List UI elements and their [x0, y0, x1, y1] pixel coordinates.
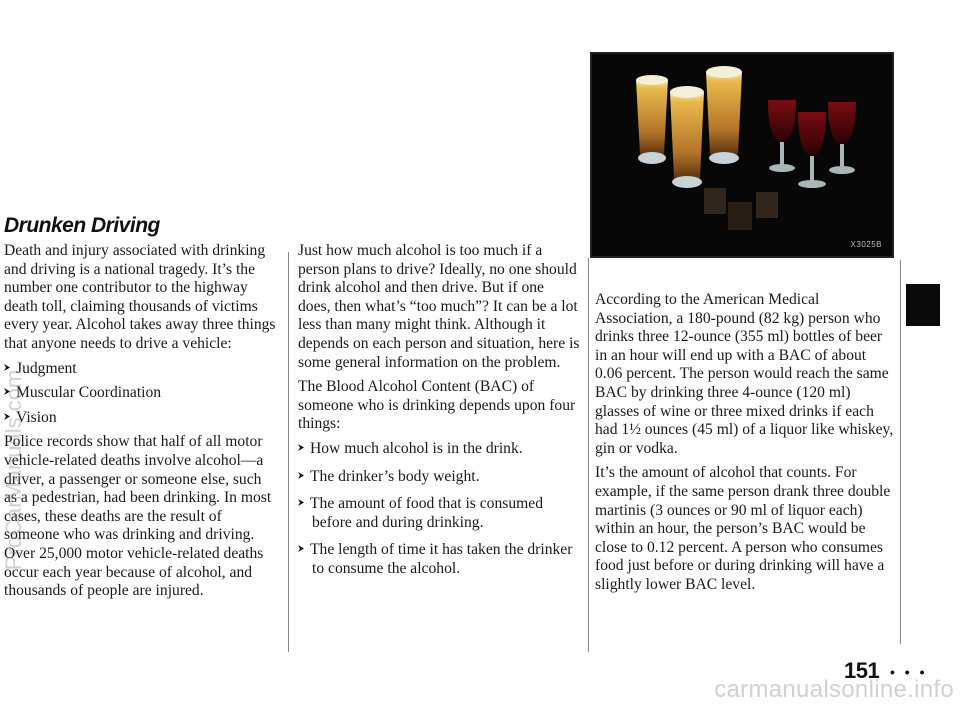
column-divider: [288, 252, 289, 652]
paragraph: Just how much alcohol is too much if a person plans to drive? Ideally, no one should drink alcohol and then drive. But if one does, then what’s “too much”? It can be a lot less than many might think. Although it depends on each person and situation, here is some general information on the problem.: [298, 242, 580, 371]
column-2: [298, 242, 580, 588]
section-heading: Drunken Driving: [4, 214, 160, 237]
column-3: [595, 291, 895, 601]
list-item-text: Vision: [16, 408, 57, 426]
beer-glass-icon: [670, 86, 704, 188]
drinks-photo: [590, 52, 894, 258]
arrow-bullet-icon: [298, 471, 307, 480]
list-item: [298, 440, 580, 459]
column-divider: [900, 260, 901, 644]
page-number-dots: • • •: [890, 664, 928, 680]
paragraph: According to the American Medical Association, a 180-pound (82 kg) person who drinks three 12-ounce (355 ml) bottles of beer in an hour will end up with a BAC of about 0.06 percent. The person would reach the same BAC by drinking three 4-ounce (120 ml) glasses of wine or three mixed drinks if each had 1½ ounces (45 ml) of a liquor like whiskey, gin or vodka.: [595, 291, 894, 457]
side-watermark: [0, 0, 28, 706]
list-item: [4, 360, 276, 379]
list-item: [298, 495, 580, 532]
side-watermark-text: ProCarManuals.com: [1, 369, 26, 571]
list-item: [298, 541, 580, 578]
list-item-text: The drinker’s body weight.: [310, 467, 480, 485]
list-item: [4, 384, 276, 403]
bottom-watermark: carmanualsonline.info: [714, 676, 954, 703]
list-item: [298, 468, 580, 487]
column-1: [4, 242, 276, 607]
bac-factors-list: [298, 440, 580, 579]
arrow-bullet-icon: [298, 498, 307, 507]
beer-glass-icon: [706, 66, 742, 164]
paragraph: It’s the amount of alcohol that counts. For example, if the same person drank three double martinis (3 ounces or 90 ml of liquor each) within an hour, the person’s BAC would be close to 0.12 percent. A person who consumes food just before or during drinking will have a slightly lower BAC level.: [595, 464, 891, 593]
section-tab-marker: [906, 284, 940, 326]
list-item: [4, 409, 276, 428]
photo-code: X3025B: [850, 240, 882, 249]
page-number: 151: [844, 658, 880, 683]
arrow-bullet-icon: [298, 544, 307, 553]
paragraph: The Blood Alcohol Content (BAC) of someone who is drinking depends upon four things:: [298, 378, 576, 433]
body-paragraph: Police records show that half of all motor vehicle-related deaths involve alcohol—a driver, a passenger or someone else, such as a pedestrian, had been drinking. In most cases, these deaths are the result of someone who was drinking and driving. Over 25,000 motor vehicle-related deaths occur each year because of alcohol, and thousands of people are injured.: [4, 433, 272, 600]
column-divider: [588, 258, 589, 652]
list-item-text: Muscular Coordination: [16, 384, 162, 402]
list-item-text: Judgment: [16, 359, 77, 377]
list-item-text: How much alcohol is in the drink.: [310, 439, 523, 457]
list-item-text: The amount of food that is consumed before and during drinking.: [310, 495, 543, 531]
beer-glass-icon: [636, 75, 668, 164]
intro-paragraph: Death and injury associated with drinking and driving is a national tragedy. It’s the number one contributor to the highway death toll, claiming thousands of victims every year. Alcohol takes away three things that anyone needs to drive a vehicle:: [4, 242, 276, 352]
arrow-bullet-icon: [298, 443, 307, 452]
alcohol-effects-list: [4, 360, 276, 428]
list-item-text: The length of time it has taken the drinker to consume the alcohol.: [310, 541, 573, 577]
